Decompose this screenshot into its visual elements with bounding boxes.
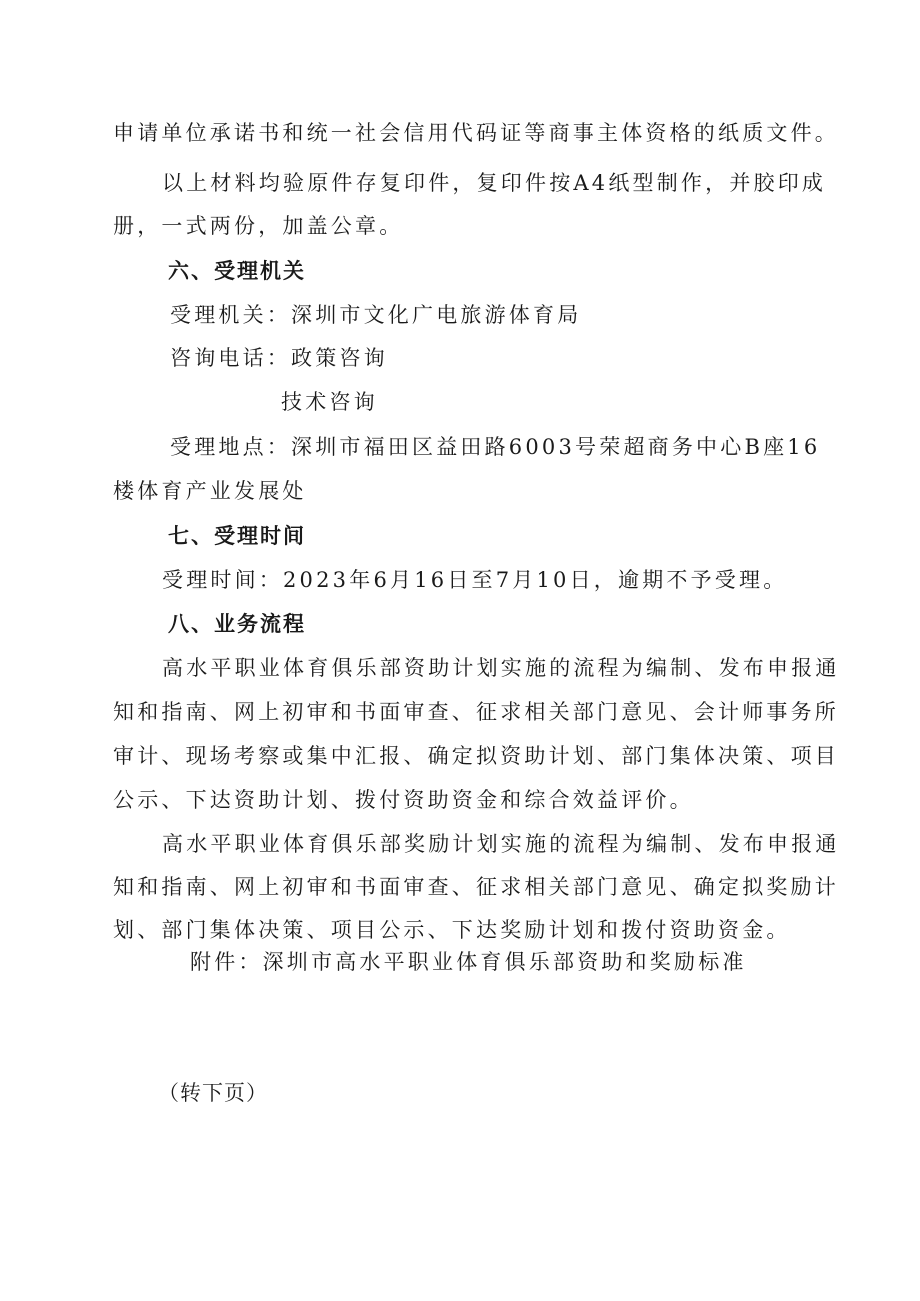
process-para2-line-2: 知和指南、网上初审和书面审查、征求相关部门意见、确定拟奖励计	[113, 875, 839, 899]
address-line-1: 受理地点：深圳市福田区益田路6003号荣超商务中心B座16	[170, 435, 821, 459]
materials-line-3: 册，一式两份，加盖公章。	[113, 214, 404, 238]
process-para1-line-4: 公示、下达资助计划、拨付资助资金和综合效益评价。	[113, 788, 694, 812]
time-line: 受理时间：2023年6月16日至7月10日，逾期不予受理。	[162, 568, 788, 592]
continued-note: （转下页）	[158, 1081, 268, 1105]
materials-line-1: 申请单位承诺书和统一社会信用代码证等商事主体资格的纸质文件。	[113, 121, 839, 145]
process-para1-line-1: 高水平职业体育俱乐部资助计划实施的流程为编制、发布申报通	[162, 656, 840, 680]
section-7-heading: 七、受理时间	[168, 524, 306, 548]
agency-line: 受理机关：深圳市文化广电旅游体育局	[170, 303, 582, 327]
section-8-heading: 八、业务流程	[168, 612, 306, 636]
attachment-line: 附件：深圳市高水平职业体育俱乐部资助和奖励标准	[190, 950, 747, 974]
process-para1-line-2: 知和指南、网上初审和书面审查、征求相关部门意见、会计师事务所	[113, 700, 839, 724]
process-para1-line-3: 审计、现场考察或集中汇报、确定拟资助计划、部门集体决策、项目	[113, 744, 839, 768]
consult-tech-line: 技术咨询	[281, 390, 378, 414]
process-para2-line-1: 高水平职业体育俱乐部奖励计划实施的流程为编制、发布申报通	[162, 832, 840, 856]
consult-policy-line: 咨询电话：政策咨询	[170, 346, 388, 370]
address-line-2: 楼体育产业发展处	[113, 479, 307, 503]
section-6-heading: 六、受理机关	[168, 259, 306, 283]
materials-line-2: 以上材料均验原件存复印件，复印件按A4纸型制作，并胶印成	[162, 171, 827, 195]
process-para2-line-3: 划、部门集体决策、项目公示、下达奖励计划和拨付资助资金。	[113, 918, 791, 942]
